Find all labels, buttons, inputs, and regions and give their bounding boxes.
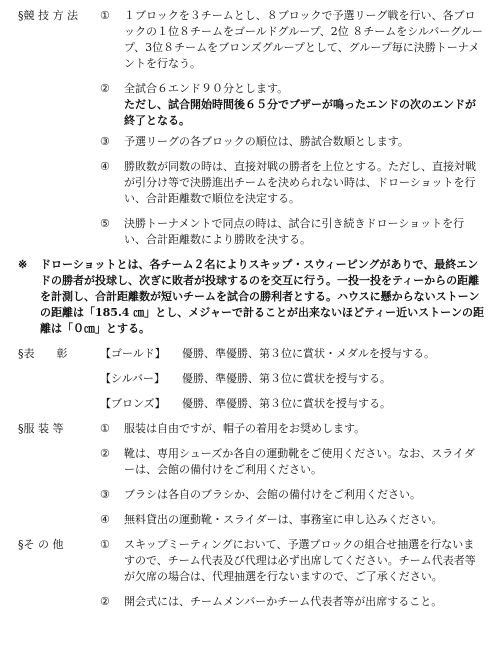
section-attire: [18, 421, 484, 528]
item-number: ②: [100, 595, 110, 608]
item-text: 全試合６エンド９０分とします。: [124, 82, 289, 95]
item-text: 開会式には、チームメンバーかチーム代表者等が出席すること。: [124, 595, 443, 608]
item-text: 決勝トーナメントで同点の時は、試合に引き続きドローショットを行い、合計距離数により勝敗を決する。: [124, 217, 465, 246]
list-item: [100, 216, 484, 248]
award-label: 【ゴールド】: [100, 347, 166, 360]
list-item: [100, 446, 484, 478]
section-awards: [18, 346, 484, 412]
list-item: [100, 134, 484, 150]
section-heading: §競 技 方 法: [18, 9, 78, 22]
item-text: 靴は、専用シューズか各自の運動靴をご使用ください。なお、スライダーは、会館の備付けをご利用ください。: [124, 447, 475, 476]
item-bold-text: ただし、試合開始時間後６５分でブザーが鳴ったエンドの次のエンドが終了となる。: [124, 98, 476, 127]
item-number: ②: [100, 447, 110, 460]
draw-shot-note: [18, 257, 484, 337]
note-text: ドローショットとは、各チーム２名によりスキップ・スウィーピングがありで、最終エンドの勝者が投球し、次ぎに敗者が投球するのを交互に行う。一投一投をティーからの距離を計測し、合計距離数が短いチームを試合の勝利者とする。ハウスに懸からないストーンの距離は「185.4 ㎝」とし、メジャーで計ることが出来ないほどティー近いストーンの距離は「０㎝」とする。: [40, 258, 484, 335]
item-text: ブラシは各自のブラシか、会館の備付けをご利用ください。: [124, 488, 421, 501]
item-number: ③: [100, 488, 110, 501]
item-text: 予選リーグの各ブロックの順位は、勝試合数順とします。: [124, 135, 409, 148]
item-text: スキップミーティングにおいて、予選ブロックの組合せ抽選を行ないますので、チーム代表及び代理は必ず出席してください。チーム代表者等が欠席の場合は、代理抽選を行ないますので、ご了承ください。: [124, 538, 476, 583]
section-heading: §表 彰: [18, 347, 68, 360]
section-heading: §服 装 等: [18, 422, 64, 435]
list-item: [100, 537, 484, 585]
item-number: ④: [100, 160, 110, 173]
list-item: [100, 594, 484, 610]
item-number: ②: [100, 82, 110, 95]
item-text: 無料貸出の運動靴・スライダーは、事務室に申し込みください。: [124, 513, 443, 526]
item-number: ③: [100, 135, 110, 148]
list-item: [100, 81, 484, 129]
section-other: [18, 537, 484, 610]
award-text: 優勝、準優勝、第３位に賞状・メダルを授与する。: [182, 347, 435, 360]
item-number: ⑤: [100, 217, 110, 230]
section-heading: §そ の 他: [18, 538, 64, 551]
award-label: 【シルバー】: [100, 372, 165, 385]
item-number: ①: [100, 538, 110, 551]
list-item: [100, 159, 484, 207]
award-row-silver: [100, 371, 484, 387]
item-number: ④: [100, 513, 110, 526]
item-text: １ブロックを３チームとし、８ブロックで予選リーグ戦を行い、各ブロックの１位８チームをゴールドグループ、2位 ８チームをシルバーグループ、3位８チームをブロンズグループとして、グループ毎に決勝トーナメントを行なう。: [124, 9, 483, 70]
item-text: 服装は自由ですが、帽子の着用をお奨めします。: [124, 422, 366, 435]
list-item: [100, 512, 484, 528]
list-item: [100, 8, 484, 72]
section-competition-method: [18, 8, 484, 248]
list-item: [100, 487, 484, 503]
award-row-bronze: [100, 396, 484, 412]
award-row-gold: [100, 346, 484, 362]
list-item: [100, 421, 484, 437]
note-mark: ※: [18, 258, 28, 271]
award-text: 優勝、準優勝、第３位に賞状を授与する。: [182, 397, 391, 410]
award-text: 優勝、準優勝、第３位に賞状を授与する。: [182, 372, 391, 385]
item-number: ①: [100, 422, 110, 435]
award-label: 【ブロンズ】: [100, 397, 166, 410]
item-number: ①: [100, 9, 110, 22]
item-text: 勝敗数が同数の時は、直接対戦の勝者を上位とする。ただし、直接対戦が引分け等で決勝進出チームを決められない時は、ドローショットを行い、合計距離数で順位を決定する。: [124, 160, 476, 205]
